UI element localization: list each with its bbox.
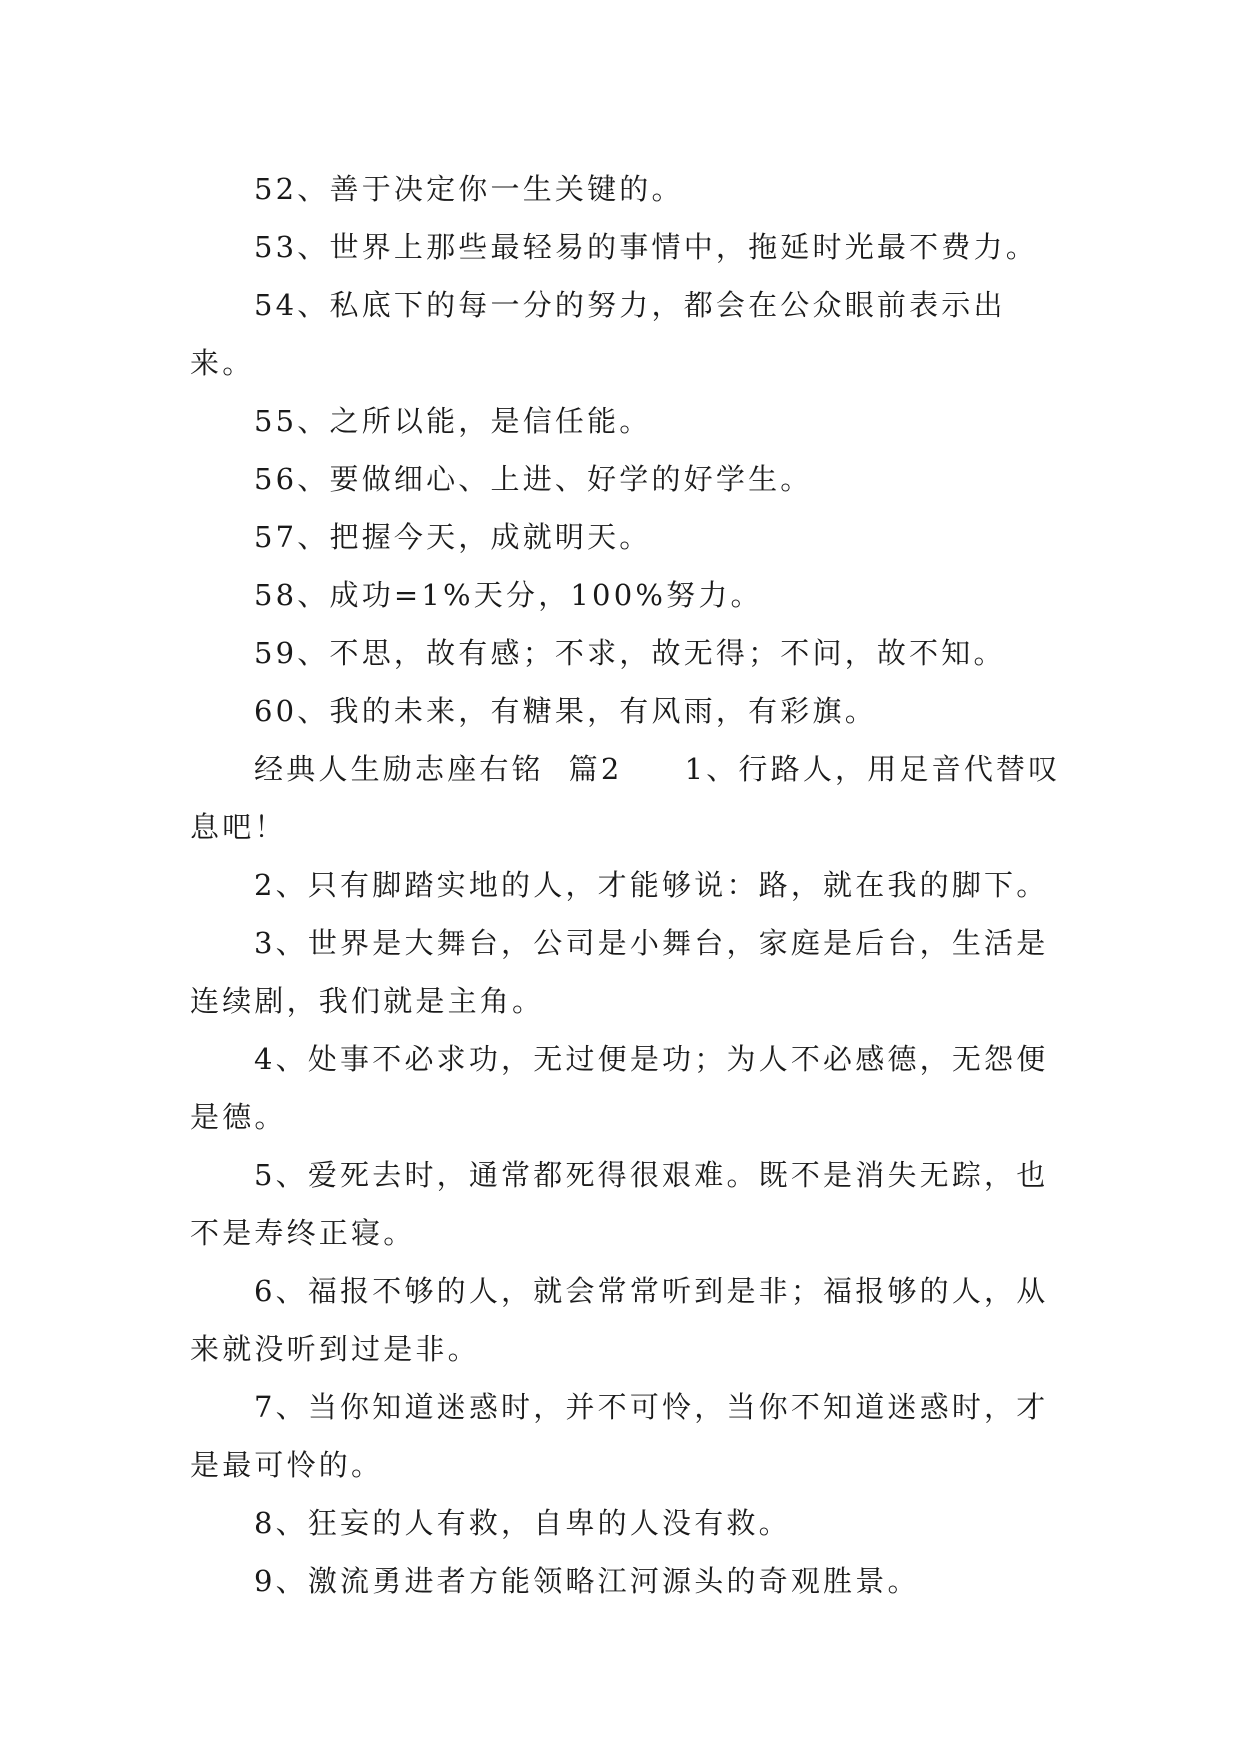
paragraph-54: 54、私底下的每一分的努力，都会在公众眼前表示出来。 [190,288,1006,380]
section-heading-paragraph: 经典人生励志座右铭 篇2 1、行路人，用足音代替叹息吧！ [190,752,1061,844]
paragraph-3: 3、世界是大舞台，公司是小舞台，家庭是后台，生活是连续剧，我们就是主角。 [190,926,1049,1018]
paragraph-57: 57、把握今天，成就明天。 [254,520,652,554]
paragraph-56: 56、要做细心、上进、好学的好学生。 [254,462,813,496]
document-body [190,160,1070,1610]
paragraph-60: 60、我的未来，有糖果，有风雨，有彩旗。 [254,694,877,728]
paragraph-58: 58、成功=1%天分，100%努力。 [254,578,763,612]
paragraph-2: 2、只有脚踏实地的人，才能够说：路，就在我的脚下。 [254,868,1049,902]
paragraph-9: 9、激流勇进者方能领略江河源头的奇观胜景。 [254,1564,920,1598]
paragraph-7: 7、当你知道迷惑时，并不可怜，当你不知道迷惑时，才是最可怜的。 [190,1390,1049,1482]
paragraph-52: 52、善于决定你一生关键的。 [254,172,684,206]
paragraph-59: 59、不思，故有感；不求，故无得；不问，故不知。 [254,636,1006,670]
paragraph-53: 53、世界上那些最轻易的事情中，拖延时光最不费力。 [254,230,1038,264]
paragraph-55: 55、之所以能，是信任能。 [254,404,652,438]
paragraph-8: 8、狂妄的人有救，自卑的人没有救。 [254,1506,791,1540]
paragraph-5: 5、爱死去时，通常都死得很艰难。既不是消失无踪，也不是寿终正寝。 [190,1158,1049,1250]
paragraph-6: 6、福报不够的人，就会常常听到是非；福报够的人，从来就没听到过是非。 [190,1274,1049,1366]
paragraph-4: 4、处事不必求功，无过便是功；为人不必感德，无怨便是德。 [190,1042,1049,1134]
